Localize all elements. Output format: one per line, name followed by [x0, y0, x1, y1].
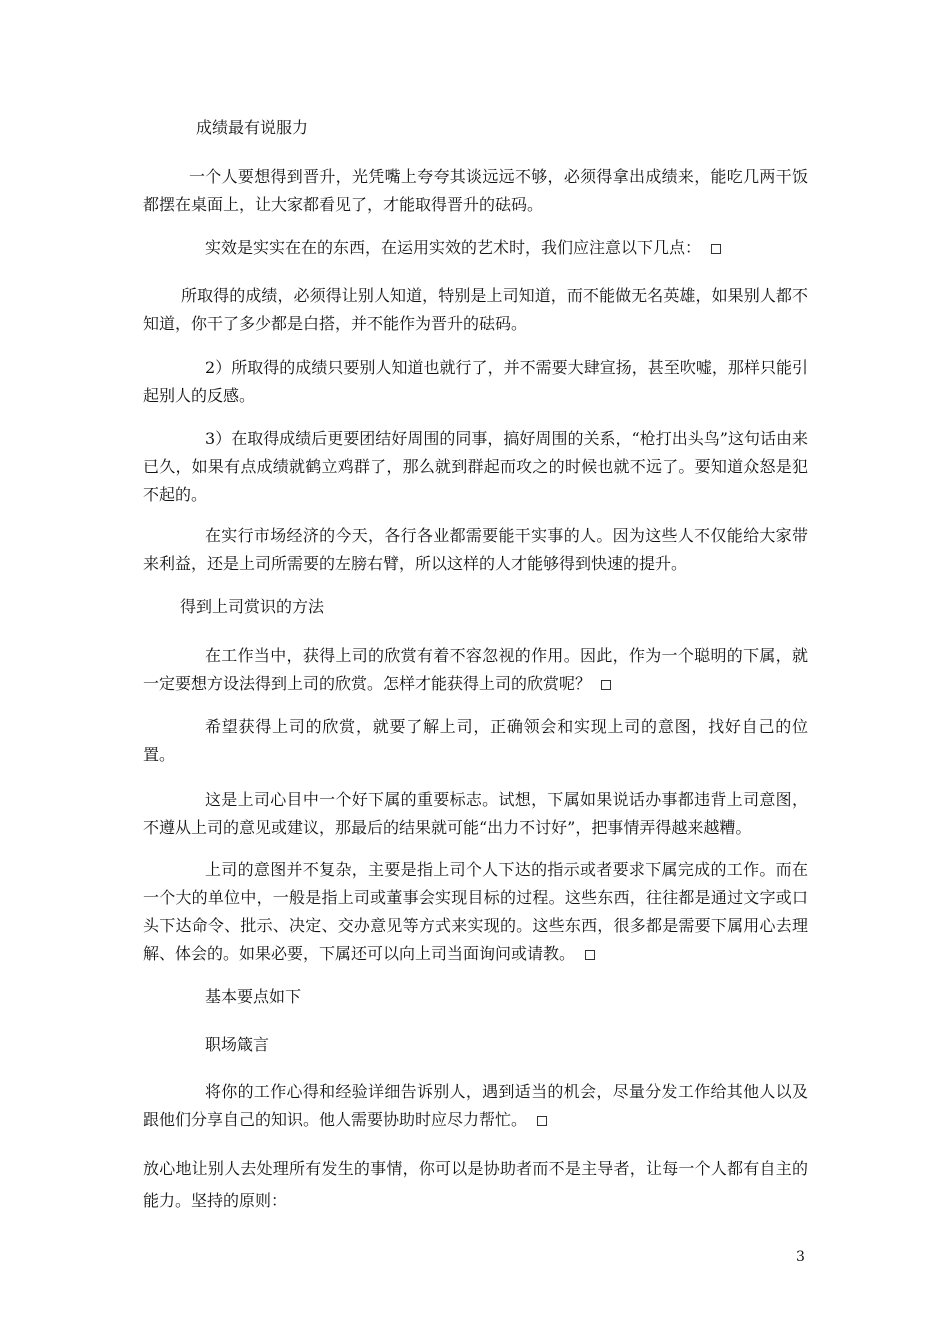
paragraph: 希望获得上司的欣赏，就要了解上司，正确领会和实现上司的意图，找好自己的位置。 — [143, 717, 808, 764]
section-heading: 成绩最有说服力 — [196, 118, 309, 137]
paragraph: 放心地让别人去处理所有发生的事情，你可以是协助者而不是主导者，让每一个人都有自主的能力。坚持的原则： — [143, 1159, 808, 1210]
paragraph: 所取得的成绩，必须得让别人知道，特别是上司知道，而不能做无名英雄，如果别人都不知道，你干了多少都是白搭，并不能作为晋升的砝码。 — [143, 286, 808, 333]
page-number: 3 — [796, 1249, 805, 1265]
paragraph — [143, 642, 808, 698]
box-symbol-icon — [711, 244, 721, 254]
paragraph: 3）在取得成绩后更要团结好周围的同事，搞好周围的关系，“枪打出头鸟”这句话由来已久，如果有点成绩就鹤立鸡群了，那么就到群起而攻之的时候也就不远了。要知道众怒是犯不起的。 — [143, 429, 808, 504]
paragraph — [205, 234, 870, 262]
paragraph-text: 将你的工作心得和经验详细告诉别人，遇到适当的机会，尽量分发工作给其他人以及跟他们分享自己的知识。他人需要协助时应尽力帮忙。 — [143, 1082, 808, 1129]
paragraph: 2）所取得的成绩只要别人知道也就行了，并不需要大肆宣扬，甚至吹嘘，那样只能引起别人的反感。 — [143, 358, 808, 405]
paragraph-text: 上司的意图并不复杂，主要是指上司个人下达的指示或者要求下属完成的工作。而在一个大的单位中，一般是指上司或董事会实现目标的过程。这些东西，往往都是通过文字或口头下达命令、批示、决定、交办意见等方式来实现的。这些东西，很多都是需要下属用心去理解、体会的。如果必要，下属还可以向上司当面询问或请教。 — [143, 860, 808, 963]
paragraph — [143, 856, 808, 968]
paragraph — [143, 1078, 808, 1134]
box-symbol-icon — [601, 680, 611, 690]
section-heading: 得到上司赏识的方法 — [180, 597, 325, 616]
paragraph-text: 实效是实实在在的东西，在运用实效的艺术时，我们应注意以下几点： — [205, 238, 702, 257]
paragraph: 一个人要想得到晋升，光凭嘴上夸夸其谈远远不够，必须得拿出成绩来，能吃几两干饭都摆在桌面上，让大家都看见了，才能取得晋升的砝码。 — [143, 167, 808, 214]
paragraph: 这是上司心目中一个好下属的重要标志。试想，下属如果说话办事都违背上司意图，不遵从上司的意见或建议，那最后的结果就可能“出力不讨好”，把事情弄得越来越糟。 — [143, 790, 808, 837]
section-heading: 基本要点如下 — [205, 987, 302, 1006]
box-symbol-icon — [537, 1116, 547, 1126]
section-heading: 职场箴言 — [205, 1035, 270, 1054]
paragraph: 在实行市场经济的今天，各行各业都需要能干实事的人。因为这些人不仅能给大家带来利益，还是上司所需要的左膀右臂，所以这样的人才能够得到快速的提升。 — [143, 526, 808, 573]
paragraph-text: 在工作当中，获得上司的欣赏有着不容忽视的作用。因此，作为一个聪明的下属，就一定要想方设法得到上司的欣赏。怎样才能获得上司的欣赏呢？ — [143, 646, 808, 693]
box-symbol-icon — [585, 950, 595, 960]
